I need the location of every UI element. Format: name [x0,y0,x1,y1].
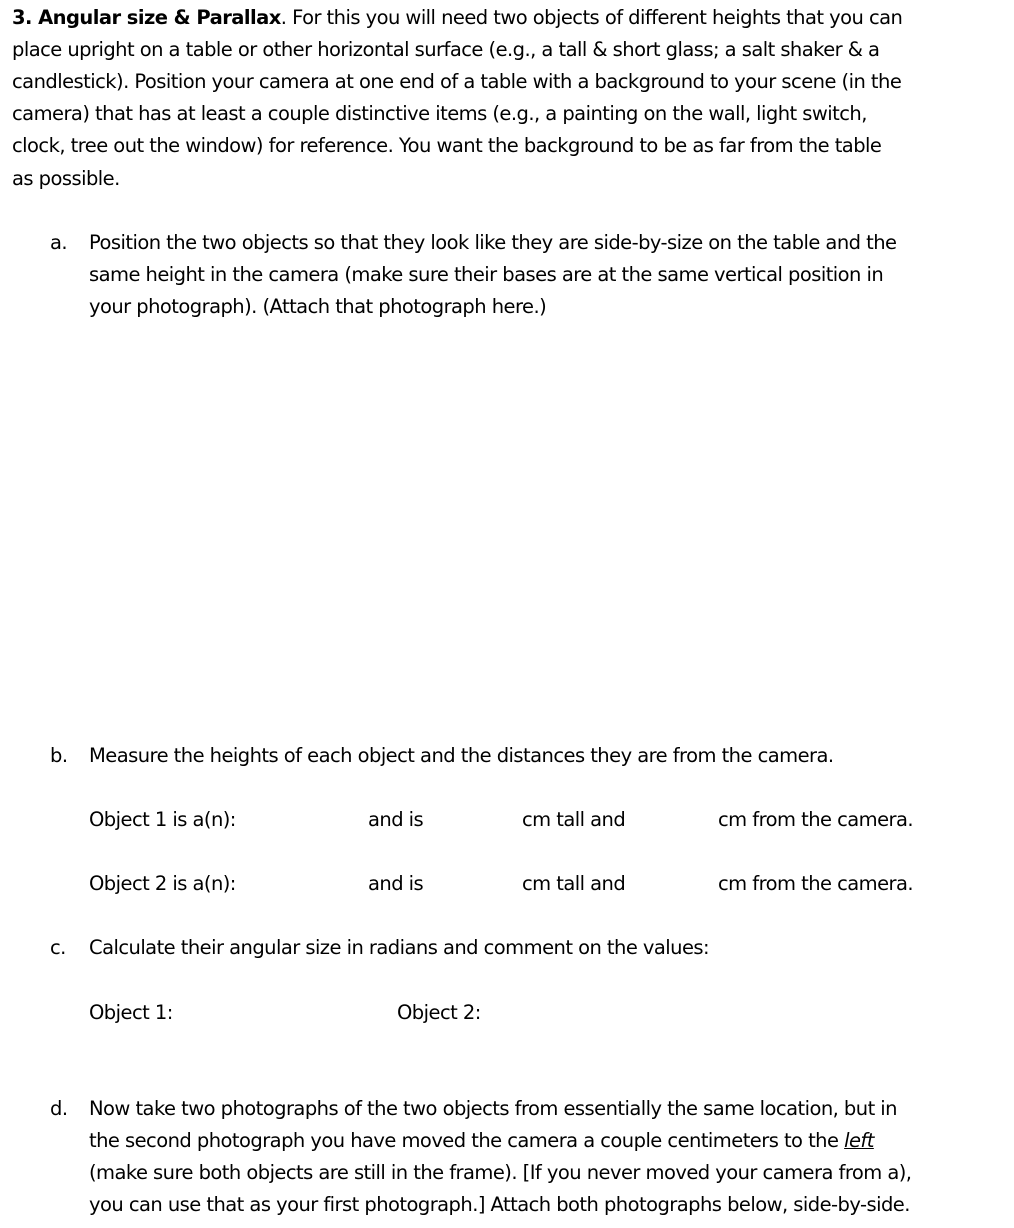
intro-line-1-text: . For this you will need two objects of different heights that you can [280,6,903,29]
intro-line-3: candlestick). Position your camera at one end of a table with a background to your scene (in the [12,70,902,93]
object-2-and-is: and is [368,872,424,895]
part-c-object-2: Object 2: [397,1001,481,1024]
intro-line-2: place upright on a table or other horizontal surface (e.g., a tall & short glass; a salt shaker & a [12,38,880,61]
intro-line-4: camera) that has at least a couple distinctive items (e.g., a painting on the wall, light switch, [12,102,867,125]
part-a-line-2: same height in the camera (make sure their bases are at the same vertical position in [89,263,884,286]
part-d-line-4: you can use that as your first photograph.] Attach both photographs below, side-by-side. [89,1193,910,1216]
part-a-line-1: Position the two objects so that they look like they are side-by-size on the table and the [89,231,897,254]
part-d-line-3: (make sure both objects are still in the frame). [If you never moved your camera from a), [89,1161,912,1184]
part-c-line-1: Calculate their angular size in radians and comment on the values: [89,936,710,959]
section-heading: 3. Angular size & Parallax [12,6,281,29]
object-1-and-is: and is [368,808,424,831]
part-a-line-3: your photograph). (Attach that photograph here.) [89,295,547,318]
intro-line-1 [12,2,902,34]
part-d-line-1: Now take two photographs of the two objects from essentially the same location, but in [89,1097,897,1120]
object-2-label: Object 2 is a(n): [89,872,236,895]
part-c-marker: c. [50,936,66,959]
part-c-object-1: Object 1: [89,1001,173,1024]
object-1-cm-from: cm from the camera. [718,808,914,831]
intro-line-6: as possible. [12,167,120,190]
intro-line-5: clock, tree out the window) for reference. You want the background to be as far from the table [12,134,882,157]
part-b-line-1: Measure the heights of each object and the distances they are from the camera. [89,744,834,767]
part-d-marker: d. [50,1097,68,1120]
object-1-cm-tall: cm tall and [522,808,626,831]
object-1-label: Object 1 is a(n): [89,808,236,831]
part-d-line-2 [89,1125,874,1157]
part-d-line-2-text: the second photograph you have moved the camera a couple centimeters to the [89,1129,845,1152]
object-2-cm-tall: cm tall and [522,872,626,895]
part-b-marker: b. [50,744,68,767]
emphasis-left: left [844,1129,874,1152]
object-2-cm-from: cm from the camera. [718,872,914,895]
photo-attachment-area [89,330,989,720]
part-a-marker: a. [50,231,68,254]
